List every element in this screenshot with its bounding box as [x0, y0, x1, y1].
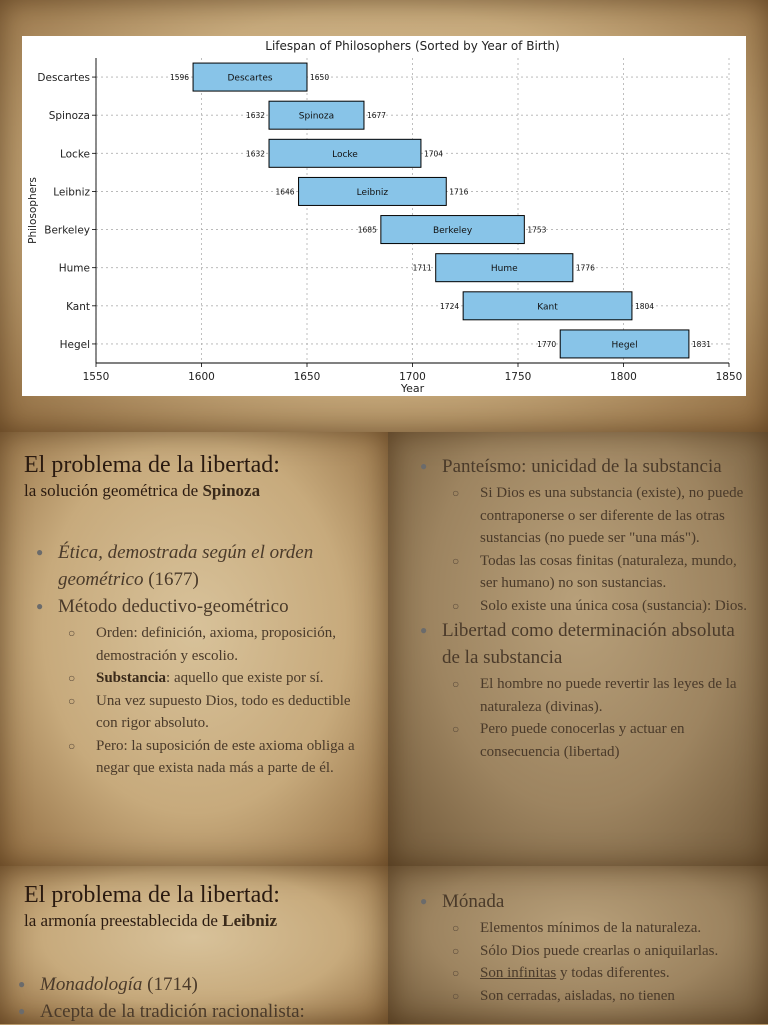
list-item-text: Mónada	[442, 891, 505, 912]
leibniz-slide-title	[24, 881, 280, 933]
bar-label: Spinoza	[298, 111, 335, 122]
x-tick-label: 1850	[715, 371, 743, 383]
spinoza-left-list	[30, 539, 370, 780]
work-title: Ética, demostrada según el orden geométrico	[58, 542, 314, 590]
y-tick-label: Descartes	[37, 72, 90, 85]
sub-list	[442, 917, 754, 1007]
lifespan-chart	[22, 36, 746, 396]
list-item-text: Método deductivo-geométrico	[58, 596, 289, 617]
bar-label: Hume	[490, 264, 518, 275]
list-item-text: Acepta de la tradición racionalista:	[40, 1001, 305, 1022]
list-item	[30, 539, 370, 593]
y-tick-label: Hume	[58, 262, 90, 275]
title-prefix: la solución geométrica de	[24, 481, 203, 500]
y-tick-label: Kant	[66, 300, 90, 313]
y-tick-label: Leibniz	[53, 186, 90, 199]
x-tick-label: 1800	[610, 371, 637, 383]
y-tick-label: Berkeley	[44, 224, 90, 237]
list-item	[30, 593, 370, 780]
sub-list-item: ○ Orden: definición, axioma, proposición, demostración y escolio.	[58, 622, 370, 667]
title-line-1: El problema de la libertad:	[24, 882, 280, 908]
death-year-label: 1776	[575, 263, 595, 273]
sub-list-item: ○ Una vez supuesto Dios, todo es deductible con rigor absoluto.	[58, 690, 370, 735]
birth-year-label: 1685	[357, 225, 377, 235]
title-prefix: la armonía preestablecida de	[24, 911, 223, 930]
sub-list-item: ○ El hombre no puede revertir las leyes de la naturaleza (divinas).	[442, 673, 750, 718]
bar-label: Kant	[537, 302, 558, 313]
work-year: (1677)	[143, 569, 199, 590]
death-year-label: 1831	[691, 339, 712, 349]
spinoza-slide-title	[24, 451, 280, 503]
death-year-label: 1650	[310, 73, 330, 83]
title-name: Spinoza	[202, 481, 261, 500]
title-name: Leibniz	[222, 911, 278, 930]
slide-chart	[0, 0, 768, 432]
list-item-text: Panteísmo: unicidad de la substancia	[442, 456, 722, 477]
death-year-label: 1677	[366, 111, 387, 121]
y-tick-label: Hegel	[59, 338, 90, 351]
list-item	[12, 971, 372, 998]
list-item	[414, 453, 750, 617]
sub-list-item: ○ Elementos mínimos de la naturaleza.	[442, 917, 754, 940]
definition: : aquello que existe por sí.	[166, 670, 324, 686]
death-year-label: 1704	[423, 149, 444, 159]
sub-list-item	[442, 962, 754, 985]
bar-label: Leibniz	[356, 187, 389, 198]
bar-label: Descartes	[227, 73, 273, 84]
sub-list-item: ○ Solo existe una única cosa (sustancia): Dios.	[442, 595, 750, 618]
death-year-label: 1804	[634, 301, 655, 311]
sub-list-item: ○ Si Dios es una substancia (existe), no puede contraponerse o ser diferente de las otras sustancias (no puede ser "una más").	[442, 482, 750, 550]
sub-list-text: y todas diferentes.	[556, 965, 670, 981]
work-title: Monadología	[40, 974, 143, 995]
sub-list-item: ○ Pero: la suposición de este axioma obliga a negar que exista nada más a parte de él.	[58, 735, 370, 780]
x-tick-label: 1600	[188, 371, 215, 383]
list-item	[414, 888, 754, 1007]
x-tick-label: 1650	[293, 371, 321, 383]
x-tick-label: 1550	[82, 371, 110, 383]
title-line-1: El problema de la libertad:	[24, 452, 280, 478]
list-item	[414, 617, 750, 763]
leibniz-right-list	[414, 888, 754, 1007]
bar-label: Berkeley	[432, 226, 473, 237]
x-tick-label: 1700	[399, 371, 426, 383]
birth-year-label: 1646	[275, 187, 295, 197]
list-item	[12, 998, 372, 1025]
sub-list	[58, 622, 370, 780]
title-line-2	[24, 909, 280, 933]
term: Substancia	[96, 670, 167, 686]
birth-year-label: 1632	[245, 111, 266, 121]
sub-list-item	[58, 667, 370, 690]
y-tick-label: Spinoza	[48, 110, 90, 123]
birth-year-label: 1724	[440, 301, 460, 311]
bar-label: Hegel	[611, 340, 638, 351]
list-item-text: Libertad como determinación absoluta de la substancia	[442, 620, 735, 668]
underlined-text: Son infinitas	[480, 965, 557, 981]
x-tick-label: 1750	[504, 371, 532, 383]
chart-area	[22, 36, 746, 396]
sub-list-item: ○ Todas las cosas finitas (naturaleza, mundo, ser humano) no son sustancias.	[442, 550, 750, 595]
x-axis-label: Year	[400, 382, 425, 395]
birth-year-label: 1711	[412, 263, 432, 273]
y-tick-label: Locke	[59, 148, 90, 161]
y-axis-label: Philosophers	[27, 177, 39, 244]
sub-list-item: ○ Pero puede conocerlas y actuar en consecuencia (libertad)	[442, 718, 750, 763]
chart-title: Lifespan of Philosophers (Sorted by Year of Birth)	[265, 39, 560, 53]
death-year-label: 1716	[449, 187, 469, 197]
spinoza-right-list	[414, 453, 750, 763]
sub-list	[442, 673, 750, 763]
death-year-label: 1753	[527, 225, 547, 235]
birth-year-label: 1632	[245, 149, 266, 159]
leibniz-left-list	[12, 971, 372, 1025]
bar-label: Locke	[332, 149, 358, 160]
sub-list-item: ○ Son cerradas, aisladas, no tienen	[442, 985, 754, 1008]
birth-year-label: 1596	[169, 73, 190, 83]
sub-list-item: ○ Sólo Dios puede crearlas o aniquilarlas.	[442, 940, 754, 963]
birth-year-label: 1770	[537, 339, 557, 349]
title-line-2	[24, 479, 280, 503]
work-year: (1714)	[142, 974, 198, 995]
sub-list	[442, 482, 750, 617]
